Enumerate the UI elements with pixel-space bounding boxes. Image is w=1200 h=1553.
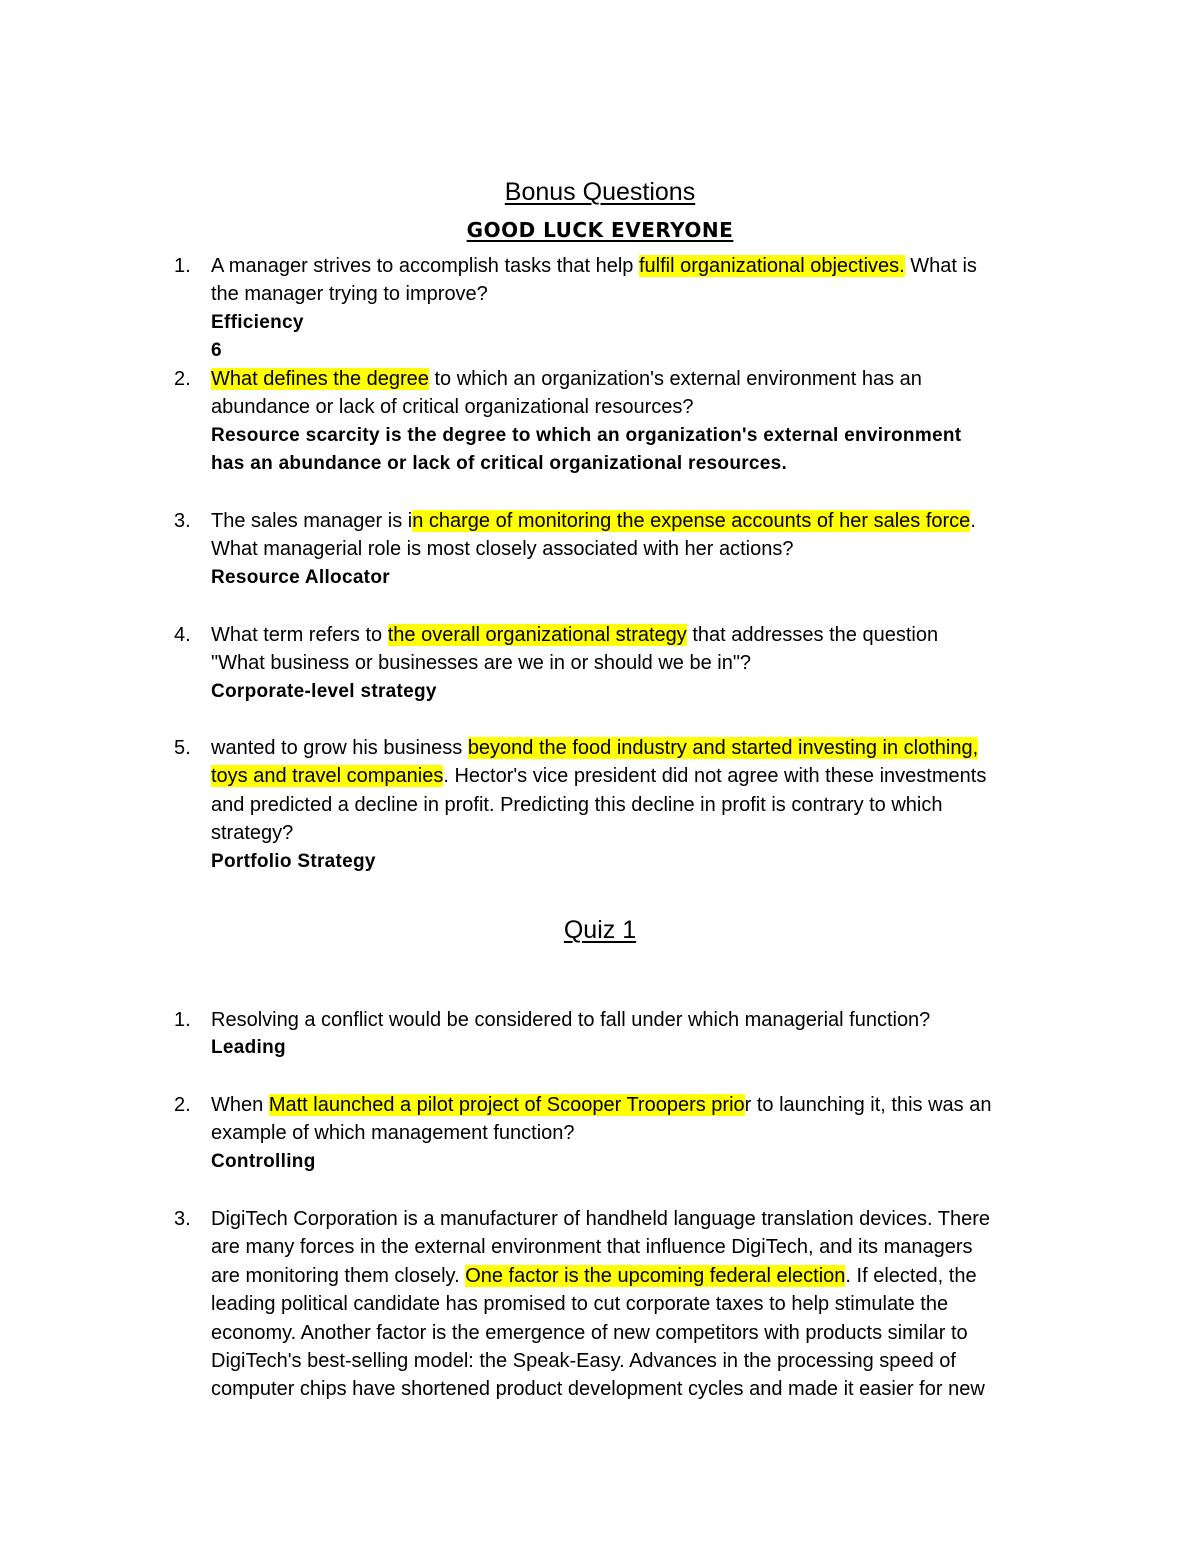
answer: Portfolio Strategy: [211, 850, 376, 872]
highlighted-phrase: One factor is the upcoming federal election: [465, 1264, 846, 1287]
question-number: 1.: [174, 255, 191, 277]
question-number: 3.: [174, 510, 191, 532]
question-line: leading political candidate has promised to cut corporate taxes to help stimulate the: [211, 1293, 949, 1316]
question-line: the manager trying to improve?: [211, 283, 488, 306]
answer: has an abundance or lack of critical organizational resources.: [211, 453, 788, 475]
question-line: When Matt launched a pilot project of Scooper Troopers prior to launching it, this was an: [211, 1094, 992, 1116]
question-line: Resolving a conflict would be considered to fall under which managerial function?: [211, 1009, 931, 1031]
question-number: 1.: [174, 1009, 191, 1031]
question-line: computer chips have shortened product development cycles and made it easier for new: [211, 1378, 985, 1401]
question-line: economy. Another factor is the emergence of new competitors with products similar to: [211, 1321, 968, 1344]
highlighted-phrase: beyond the food industry and started investing in clothing,: [467, 737, 979, 759]
quiz-1-heading: Quiz 1: [563, 916, 637, 944]
question-number: 4.: [174, 624, 191, 646]
bonus-questions-heading: Bonus Questions: [504, 178, 696, 206]
answer: Controlling: [211, 1150, 316, 1172]
highlighted-phrase: toys and travel companies: [211, 765, 444, 788]
question-line: wanted to grow his business beyond the food industry and started investing in clothing,: [211, 737, 979, 759]
answer: Efficiency: [211, 311, 304, 333]
question-number: 3.: [174, 1208, 191, 1230]
good-luck-subheading: GOOD LUCK EVERYONE: [466, 218, 734, 242]
question-line: DigiTech Corporation is a manufacturer of handheld language translation devices. There: [211, 1208, 990, 1230]
question-line: "What business or businesses are we in or should we be in"?: [211, 652, 752, 675]
question-line: What defines the degree to which an organization's external environment has an: [211, 368, 922, 390]
question-line: A manager strives to accomplish tasks that help fulfil organizational objectives. What is: [211, 255, 977, 277]
answer: Corporate-level strategy: [211, 680, 437, 702]
highlighted-phrase: fulfil organizational objectives.: [638, 255, 905, 277]
answer: Resource Allocator: [211, 566, 390, 588]
question-line: toys and travel companies. Hector's vice president did not agree with these investments: [211, 765, 987, 788]
question-line: example of which management function?: [211, 1122, 575, 1145]
question-line: abundance or lack of critical organizational resources?: [211, 396, 694, 419]
question-line: What managerial role is most closely associated with her actions?: [211, 538, 794, 561]
question-line: DigiTech's best-selling model: the Speak-Easy. Advances in the processing speed of: [211, 1350, 956, 1373]
question-number: 2.: [174, 368, 191, 390]
answer: Resource scarcity is the degree to which an organization's external environment: [211, 424, 962, 446]
question-line: What term refers to the overall organizational strategy that addresses the question: [211, 624, 939, 646]
highlighted-phrase: Matt launched a pilot project of Scooper Troopers prio: [268, 1094, 745, 1116]
question-number: 2.: [174, 1094, 191, 1116]
question-line: strategy?: [211, 822, 294, 845]
question-line: and predicted a decline in profit. Predicting this decline in profit is contrary to which: [211, 793, 943, 816]
highlighted-phrase: n charge of monitoring the expense accounts of her sales force: [412, 510, 971, 532]
question-line: are many forces in the external environment that influence DigiTech, and its managers: [211, 1236, 973, 1259]
question-line: The sales manager is in charge of monitoring the expense accounts of her sales force.: [211, 510, 976, 532]
highlighted-phrase: the overall organizational strategy: [387, 624, 687, 646]
question-number: 5.: [174, 737, 191, 759]
answer: 6: [211, 340, 222, 362]
highlighted-phrase: What defines the degree: [211, 368, 429, 390]
question-line: are monitoring them closely. One factor is the upcoming federal election. If elected, the: [211, 1264, 977, 1287]
answer: Leading: [211, 1037, 286, 1059]
